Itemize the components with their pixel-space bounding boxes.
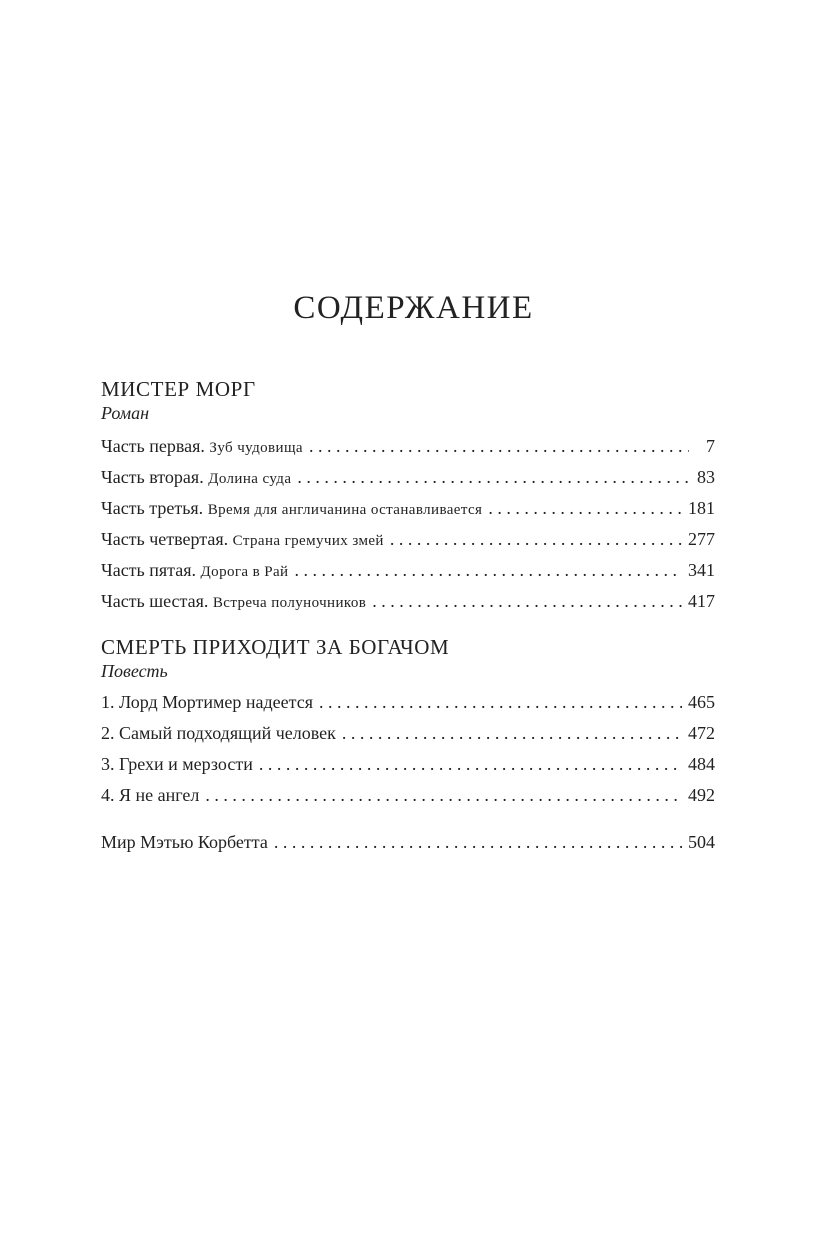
entry-title: Страна гремучих змей bbox=[232, 533, 384, 549]
entry-label: 1. Лорд Мортимер надеется bbox=[101, 692, 313, 712]
toc-appendix bbox=[101, 830, 715, 861]
entry-title: Встреча полуночников bbox=[212, 595, 367, 611]
dot-leader bbox=[488, 496, 682, 520]
toc-entry[interactable] bbox=[101, 783, 715, 814]
toc-entry[interactable] bbox=[101, 690, 715, 721]
toc-entry[interactable] bbox=[101, 527, 715, 558]
toc-entry[interactable] bbox=[101, 752, 715, 783]
section-heading: МИСТЕР МОРГ bbox=[101, 377, 256, 401]
toc-entry[interactable] bbox=[101, 465, 715, 496]
page-number: 181 bbox=[688, 498, 715, 518]
toc-entry[interactable] bbox=[101, 721, 715, 752]
dot-leader bbox=[309, 434, 689, 458]
toc-section-smert-prihodit bbox=[101, 634, 715, 814]
entry-title: Время для англичанина останавливается bbox=[207, 502, 483, 518]
dot-leader bbox=[297, 465, 689, 489]
page-number: 484 bbox=[688, 754, 715, 774]
page-number: 465 bbox=[688, 692, 715, 712]
dot-leader bbox=[319, 690, 682, 714]
entry-label: Мир Мэтью Корбетта bbox=[101, 832, 268, 852]
page-number: 417 bbox=[688, 591, 715, 611]
dot-leader bbox=[372, 589, 682, 613]
toc-section-mister-morg bbox=[101, 376, 715, 620]
toc-entry[interactable] bbox=[101, 830, 715, 861]
section-subheading: Повесть bbox=[101, 661, 168, 681]
entry-label: 4. Я не ангел bbox=[101, 785, 200, 805]
page-number: 472 bbox=[688, 723, 715, 743]
entry-label: Часть первая. Зуб чудовища bbox=[101, 436, 303, 456]
entry-label: 3. Грехи и мерзости bbox=[101, 754, 253, 774]
entry-title: Долина суда bbox=[208, 471, 292, 487]
entry-label: Часть вторая. Долина суда bbox=[101, 467, 292, 487]
page-number: 83 bbox=[697, 467, 715, 487]
page-number: 492 bbox=[688, 785, 715, 805]
dot-leader bbox=[205, 783, 682, 807]
page-title: СОДЕРЖАНИЕ bbox=[293, 290, 534, 326]
entry-label: Часть четвертая. Страна гремучих змей bbox=[101, 529, 384, 549]
dot-leader bbox=[342, 721, 682, 745]
dot-leader bbox=[294, 558, 682, 582]
toc-entry[interactable] bbox=[101, 434, 715, 465]
toc-entry[interactable] bbox=[101, 496, 715, 527]
entry-label: Часть пятая. Дорога в Рай bbox=[101, 560, 289, 580]
section-subheading: Роман bbox=[101, 403, 150, 423]
entry-label: 2. Самый подходящий человек bbox=[101, 723, 336, 743]
toc-entry[interactable] bbox=[101, 589, 715, 620]
dot-leader bbox=[390, 527, 682, 551]
entry-title: Зуб чудовища bbox=[209, 440, 303, 456]
section-heading: СМЕРТЬ ПРИХОДИТ ЗА БОГАЧОМ bbox=[101, 635, 450, 659]
dot-leader bbox=[259, 752, 682, 776]
page-number: 504 bbox=[688, 832, 715, 852]
entry-label: Часть третья. Время для англичанина останавливается bbox=[101, 498, 483, 518]
page-number: 7 bbox=[706, 436, 715, 456]
dot-leader bbox=[274, 830, 682, 854]
page-number: 277 bbox=[688, 529, 715, 549]
page-number: 341 bbox=[688, 560, 715, 580]
toc-entry[interactable] bbox=[101, 558, 715, 589]
entry-label: Часть шестая. Встреча полуночников bbox=[101, 591, 367, 611]
entry-title: Дорога в Рай bbox=[200, 564, 289, 580]
